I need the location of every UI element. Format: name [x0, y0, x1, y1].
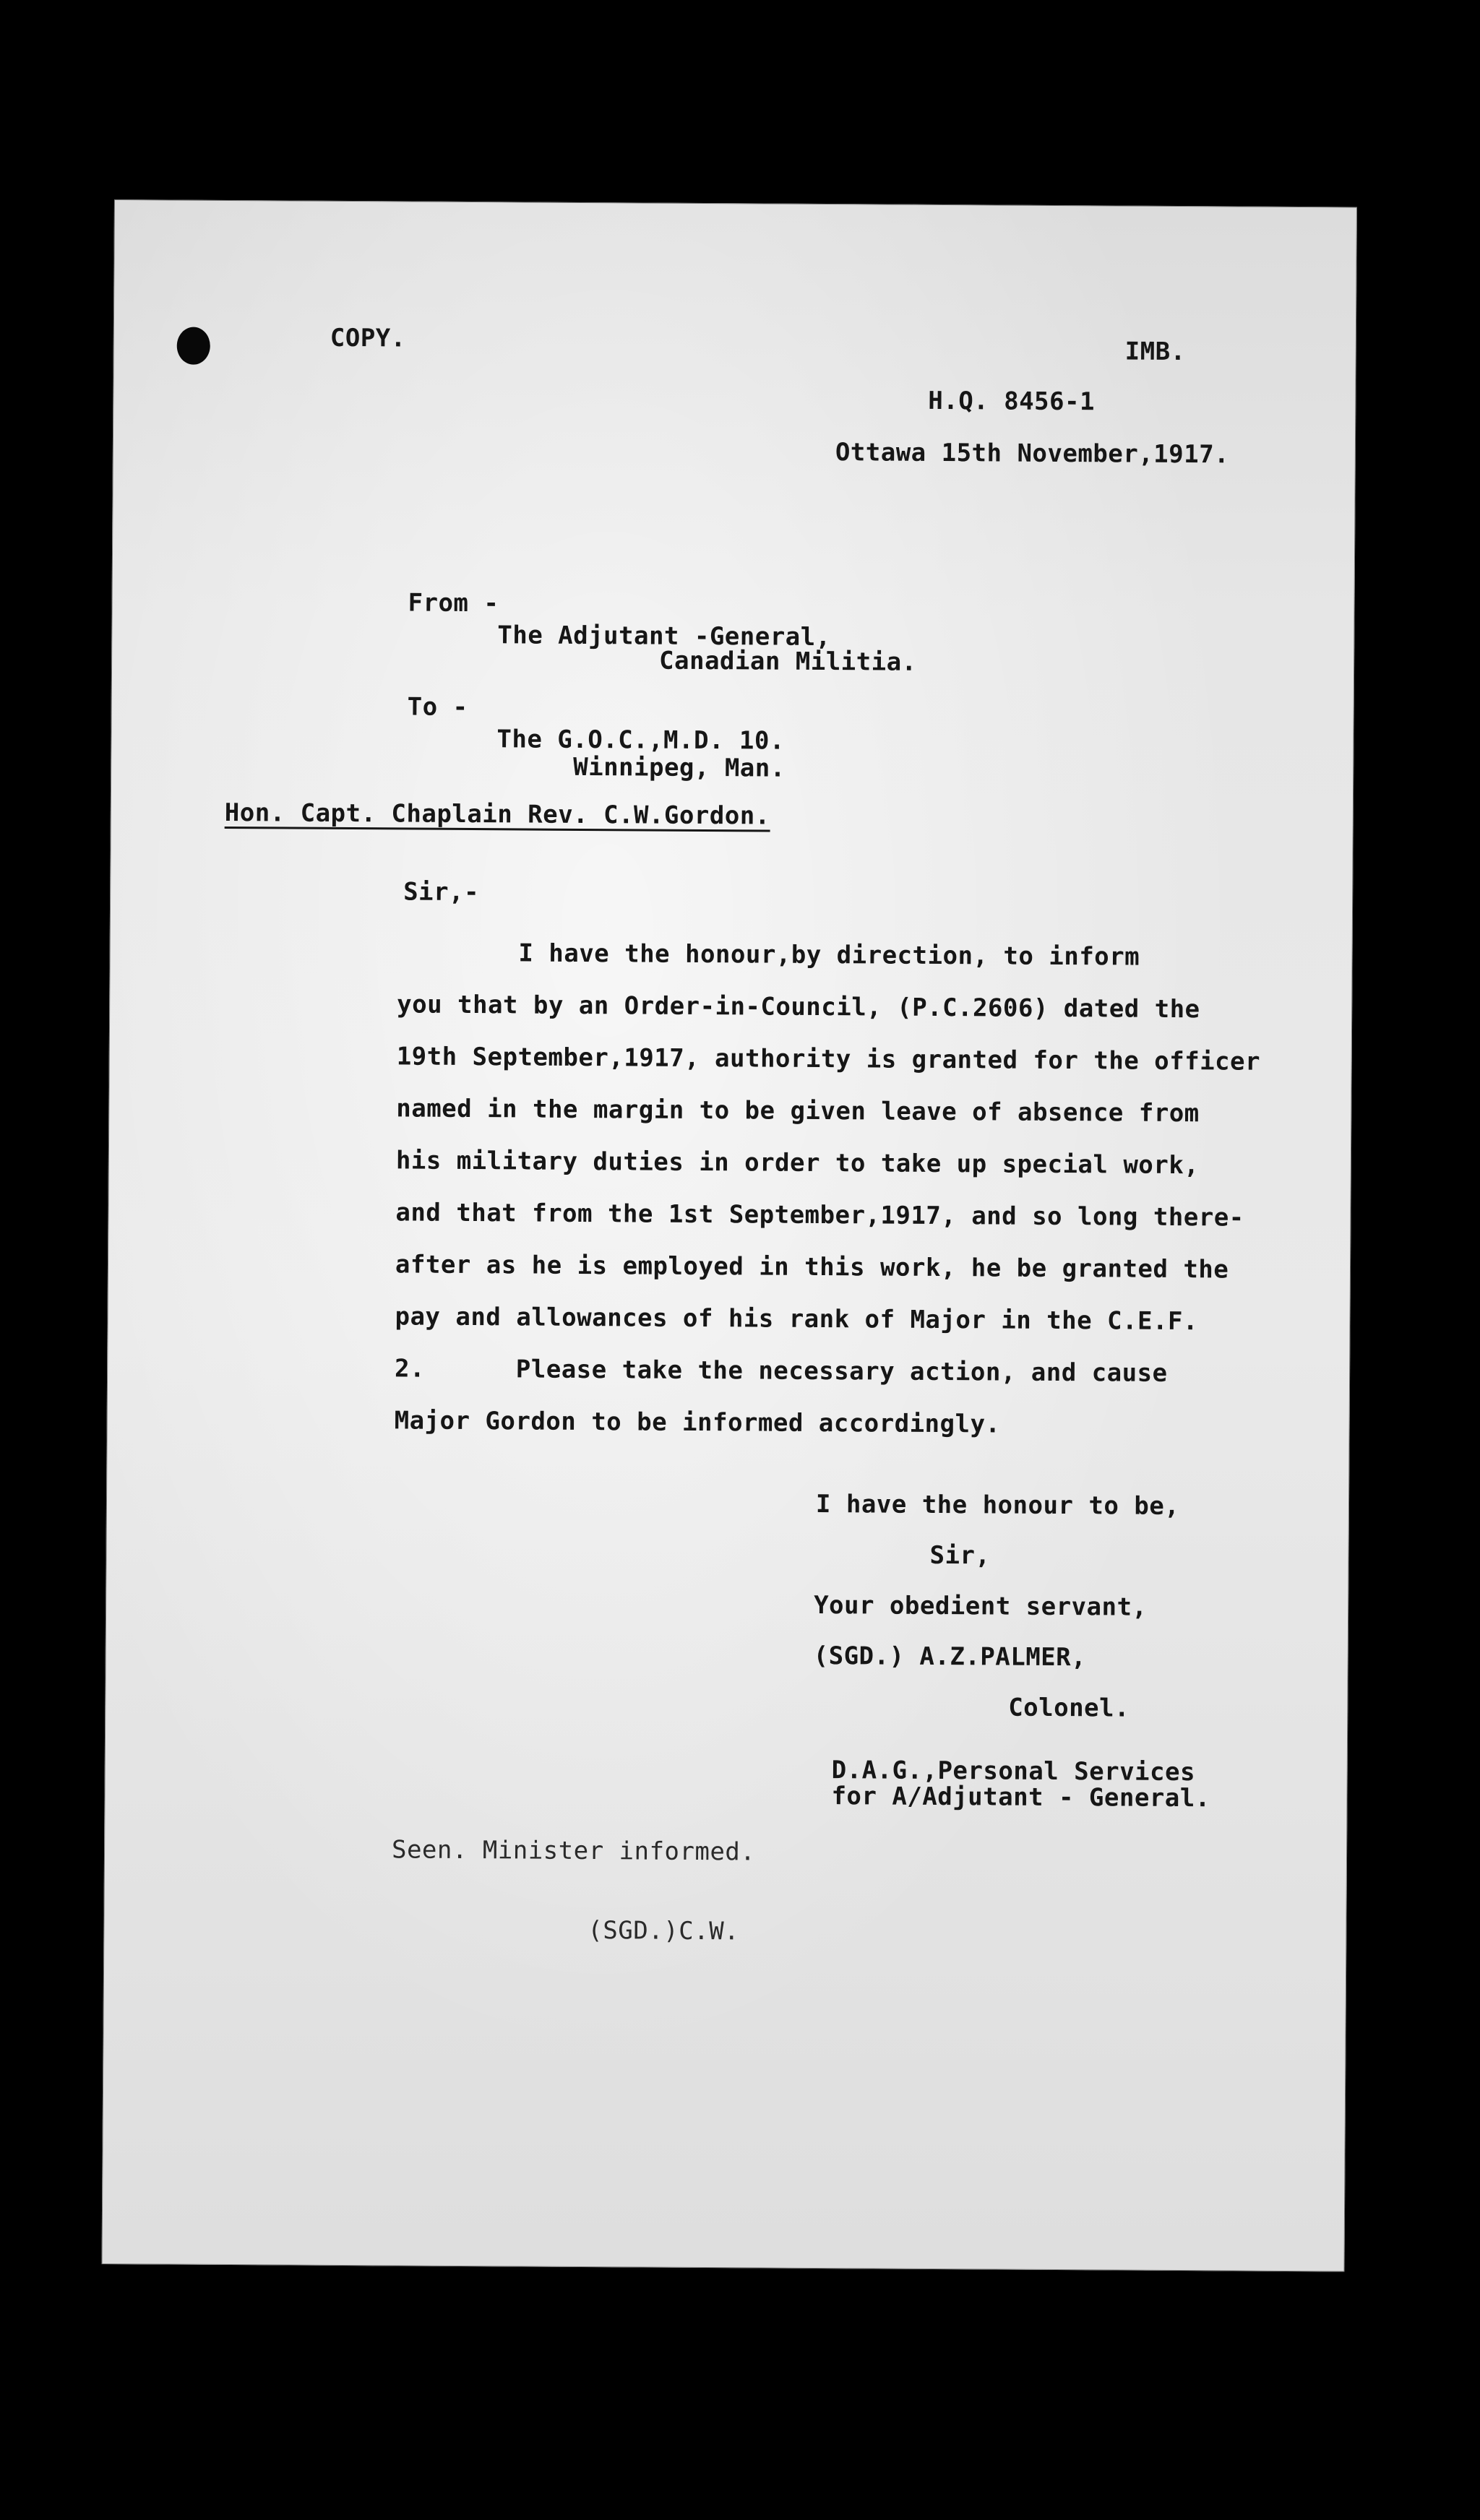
- document-code: IMB.: [1124, 337, 1186, 367]
- body-line: I have the honour,by direction, to inform: [397, 938, 1140, 972]
- document-date: Ottawa 15th November,1917.: [835, 438, 1230, 470]
- body-line: and that from the 1st September,1917, and so long there-: [395, 1198, 1244, 1233]
- punch-hole: [177, 327, 210, 365]
- closing-line-1: I have the honour to be,: [815, 1489, 1180, 1522]
- salutation: Sir,-: [403, 877, 480, 907]
- signer-rank: Colonel.: [1008, 1693, 1130, 1723]
- to-line-2: Winnipeg, Man.: [573, 752, 786, 783]
- from-line-2: Canadian Militia.: [658, 646, 917, 677]
- body-line: 19th September,1917, authority is granted for the officer: [396, 1042, 1261, 1076]
- copy-label: COPY.: [330, 323, 406, 353]
- file-reference: H.Q. 8456-1: [928, 386, 1096, 417]
- annotation-initials: (SGD.)C.W.: [588, 1916, 740, 1946]
- body-line: 2. Please take the necessary action, and cause: [394, 1354, 1168, 1388]
- to-line-1: The G.O.C.,M.D. 10.: [496, 725, 785, 756]
- subject-line: Hon. Capt. Chaplain Rev. C.W.Gordon.: [224, 798, 770, 831]
- closing-line-3: Your obedient servant,: [814, 1590, 1148, 1622]
- annotation-note: Seen. Minister informed.: [391, 1835, 756, 1867]
- from-line-1: The Adjutant -General,: [497, 621, 831, 652]
- body-line: you that by an Order-in-Council, (P.C.2606) dated the: [397, 990, 1200, 1024]
- body-line: named in the margin to be given leave of absence from: [396, 1094, 1200, 1129]
- signer-title-1: D.A.G.,Personal Services: [831, 1756, 1196, 1787]
- body-line: after as he is employed in this work, he be granted the: [395, 1250, 1229, 1285]
- signature: (SGD.) A.Z.PALMER,: [813, 1641, 1087, 1673]
- closing-line-2: Sir,: [929, 1540, 991, 1571]
- signer-title-2: for A/Adjutant - General.: [831, 1782, 1210, 1813]
- body-line: Major Gordon to be informed accordingly.: [394, 1406, 1001, 1439]
- body-line: his military duties in order to take up special work,: [395, 1146, 1200, 1181]
- from-label: From -: [408, 588, 499, 618]
- body-line: pay and allowances of his rank of Major in the C.E.F.: [395, 1302, 1199, 1337]
- to-label: To -: [407, 692, 468, 722]
- document-page: [102, 199, 1357, 2271]
